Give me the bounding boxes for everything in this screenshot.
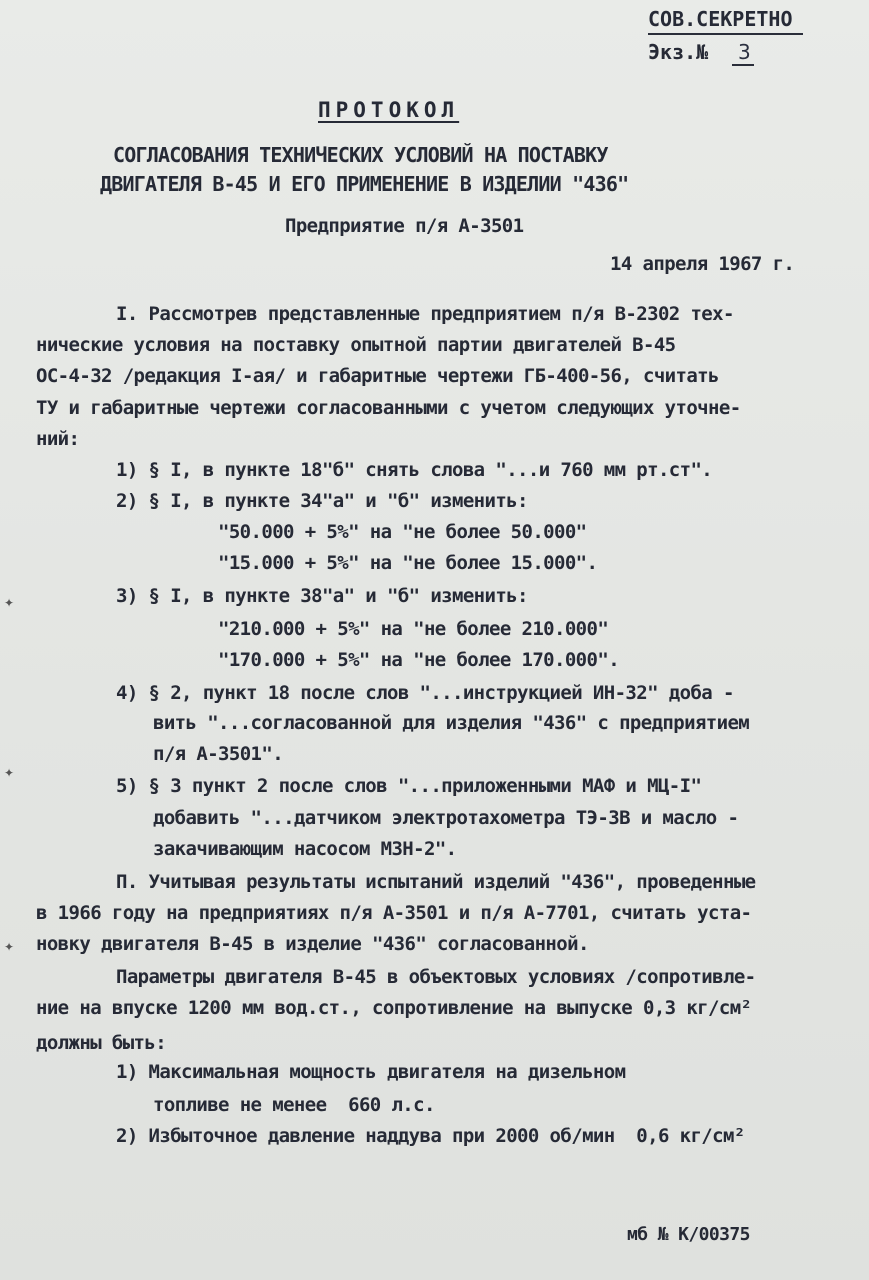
- item-2-line-1: 2) § I, в пункте 34"а" и "б" изменить:: [116, 490, 528, 512]
- parameters-line-2: ние на впуске 1200 мм вод.ст., сопротивление на выпуске 0,3 кг/см²: [36, 997, 752, 1019]
- margin-mark: ✦: [4, 766, 15, 780]
- item-3-line-2: "210.000 + 5%" на "не более 210.000": [218, 618, 609, 640]
- section-2-line-3: новку двигателя В-45 в изделие "436" согласованной.: [36, 933, 589, 955]
- item-1: 1) § I, в пункте 18"б" снять слова "...и 760 мм рт.ст".: [116, 459, 713, 481]
- section-1-line-4: ТУ и габаритные чертежи согласованными с учетом следующих уточне-: [36, 397, 741, 419]
- classification-stamp: СОВ.СЕКРЕТНО: [648, 7, 793, 31]
- item-5-line-1: 5) § 3 пункт 2 после слов "...приложенными МАФ и МЦ-I": [116, 775, 702, 797]
- item-4-line-2: вить "...согласованной для изделия "436" с предприятием: [153, 712, 750, 734]
- title-line-2: ДВИГАТЕЛЯ В-45 И ЕГО ПРИМЕНЕНИЕ В ИЗДЕЛИИ "436": [100, 172, 629, 196]
- copy-number: 3: [738, 40, 751, 64]
- section-2-line-1: П. Учитывая результаты испытаний изделий "436", проведенные: [116, 871, 756, 893]
- parameters-line-1: Параметры двигателя В-45 в объектовых условиях /сопротивле-: [116, 966, 756, 988]
- section-1-line-1: I. Рассмотрев представленные предприятием п/я В-2302 тех-: [116, 303, 734, 325]
- copy-number-underline: [732, 64, 754, 66]
- section-1-line-2: нические условия на поставку опытной партии двигателей В-45: [36, 334, 676, 356]
- item-2-line-3: "15.000 + 5%" на "не более 15.000".: [218, 552, 598, 574]
- document-heading: ПРОТОКОЛ: [318, 98, 460, 122]
- enterprise-line: Предприятие п/я А-3501: [285, 215, 524, 237]
- item-4-line-3: п/я А-3501".: [153, 743, 284, 765]
- item-4-line-1: 4) § 2, пункт 18 после слов "...инструкцией ИН-32" доба -: [116, 682, 734, 704]
- registration-number: мб № К/00375: [627, 1224, 750, 1245]
- item-2-line-2: "50.000 + 5%" на "не более 50.000": [218, 521, 587, 543]
- item-3-line-1: 3) § I, в пункте 38"а" и "б" изменить:: [116, 585, 528, 607]
- item-3-line-3: "170.000 + 5%" на "не более 170.000".: [218, 649, 620, 671]
- item-5-line-3: закачивающим насосом МЗН-2".: [153, 838, 457, 860]
- section-1-line-3: ОС-4-32 /редакция I-ая/ и габаритные чертежи ГБ-400-56, считать: [36, 365, 719, 387]
- parameter-item-1-line-2: топливе не менее 660 л.с.: [153, 1094, 435, 1116]
- margin-mark: ✦: [4, 596, 15, 610]
- section-2-line-2: в 1966 году на предприятиях п/я А-3501 и п/я А-7701, считать уста-: [36, 902, 752, 924]
- item-5-line-2: добавить "...датчиком электротахометра ТЭ-3В и масло -: [153, 807, 739, 829]
- parameter-item-1-line-1: 1) Максимальная мощность двигателя на дизельном: [116, 1061, 626, 1083]
- section-1-line-5: ний:: [36, 428, 80, 450]
- copy-label: Экз.№: [648, 40, 709, 64]
- document-date: 14 апреля 1967 г.: [610, 253, 795, 275]
- parameters-line-3: должны быть:: [36, 1032, 167, 1054]
- parameter-item-2: 2) Избыточное давление наддува при 2000 об/мин 0,6 кг/см²: [116, 1125, 745, 1147]
- title-line-1: СОГЛАСОВАНИЯ ТЕХНИЧЕСКИХ УСЛОВИЙ НА ПОСТАВКУ: [113, 143, 608, 167]
- margin-mark: ✦: [4, 940, 15, 954]
- classification-underline: [648, 33, 803, 35]
